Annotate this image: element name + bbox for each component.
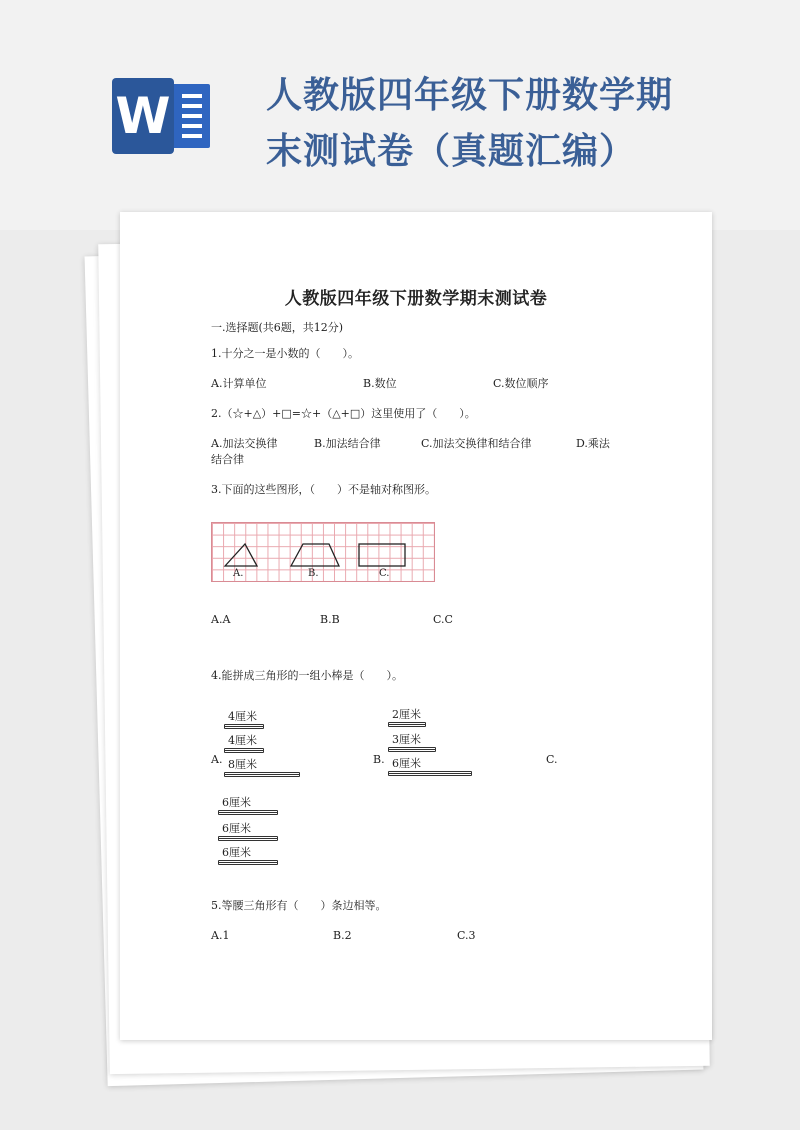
rectangle-shape xyxy=(359,544,405,566)
question-5: 5.等腰三角形有（ ）条边相等。 xyxy=(211,899,387,912)
q2-option-d: D.乘法 xyxy=(576,437,610,450)
q1-option-a: A.计算单位 xyxy=(211,377,267,390)
q2-option-d-cont: 结合律 xyxy=(211,453,244,466)
q3-option-c: C.C xyxy=(433,613,453,626)
shapes-figure xyxy=(211,522,435,582)
word-letter: W xyxy=(112,78,174,154)
document-page: 人教版四年级下册数学期末测试卷 一.选择题(共6题，共12分) 1.十分之一是小数的（ ）。 A.计算单位 B.数位 C.数位顺序 2.（☆+△）+□=☆+（△+□）这里使用了（ ）。 A.加法交换律 B.加法结合律 C.加法交换律和结合律 D.乘法 结合律 3.下面的这些图形，（ ）不是轴对称图形。 A. B. C. A.A B.B C.C 4.能拼成三角形的一组小棒是（ ）。 A. 4厘米 4厘米 8厘米 B. 2厘米 3厘米 6厘米 C. 6厘米 6厘米 6厘米 5.等腰三角形有（ ）条边相等。 A.1 B.2 C.3 xyxy=(120,212,712,1040)
word-document-icon xyxy=(112,78,212,154)
triangle-shape xyxy=(225,544,257,566)
section-heading: 一.选择题(共6题，共12分) xyxy=(211,321,344,334)
q1-option-b: B.数位 xyxy=(363,377,397,390)
q4-option-c: C. xyxy=(546,753,558,766)
q3-option-a: A.A xyxy=(211,613,231,626)
q2-option-b: B.加法结合律 xyxy=(314,437,381,450)
q5-option-c: C.3 xyxy=(457,929,476,942)
q1-option-c: C.数位顺序 xyxy=(493,377,549,390)
q2-option-a: A.加法交换律 xyxy=(211,437,278,450)
q3-option-b: B.B xyxy=(320,613,340,626)
document-title: 人教版四年级下册数学期末测试卷 xyxy=(284,289,548,309)
figure-label-a: A. xyxy=(233,568,244,579)
figure-label-b: B. xyxy=(308,568,319,579)
question-2: 2.（☆+△）+□=☆+（△+□）这里使用了（ ）。 xyxy=(211,407,476,420)
figure-label-c: C. xyxy=(379,568,390,579)
q2-option-c: C.加法交换律和结合律 xyxy=(421,437,532,450)
question-1: 1.十分之一是小数的（ ）。 xyxy=(211,347,359,360)
q4-option-a: A. xyxy=(211,753,223,766)
q5-option-a: A.1 xyxy=(211,929,230,942)
q4-option-b: B. xyxy=(373,753,385,766)
q5-option-b: B.2 xyxy=(333,929,352,942)
trapezoid-shape xyxy=(291,544,339,566)
banner-title: 人教版四年级下册数学期末测试卷（真题汇编） xyxy=(266,75,674,172)
question-4: 4.能拼成三角形的一组小棒是（ ）。 xyxy=(211,669,403,682)
question-3: 3.下面的这些图形，（ ）不是轴对称图形。 xyxy=(211,483,436,496)
